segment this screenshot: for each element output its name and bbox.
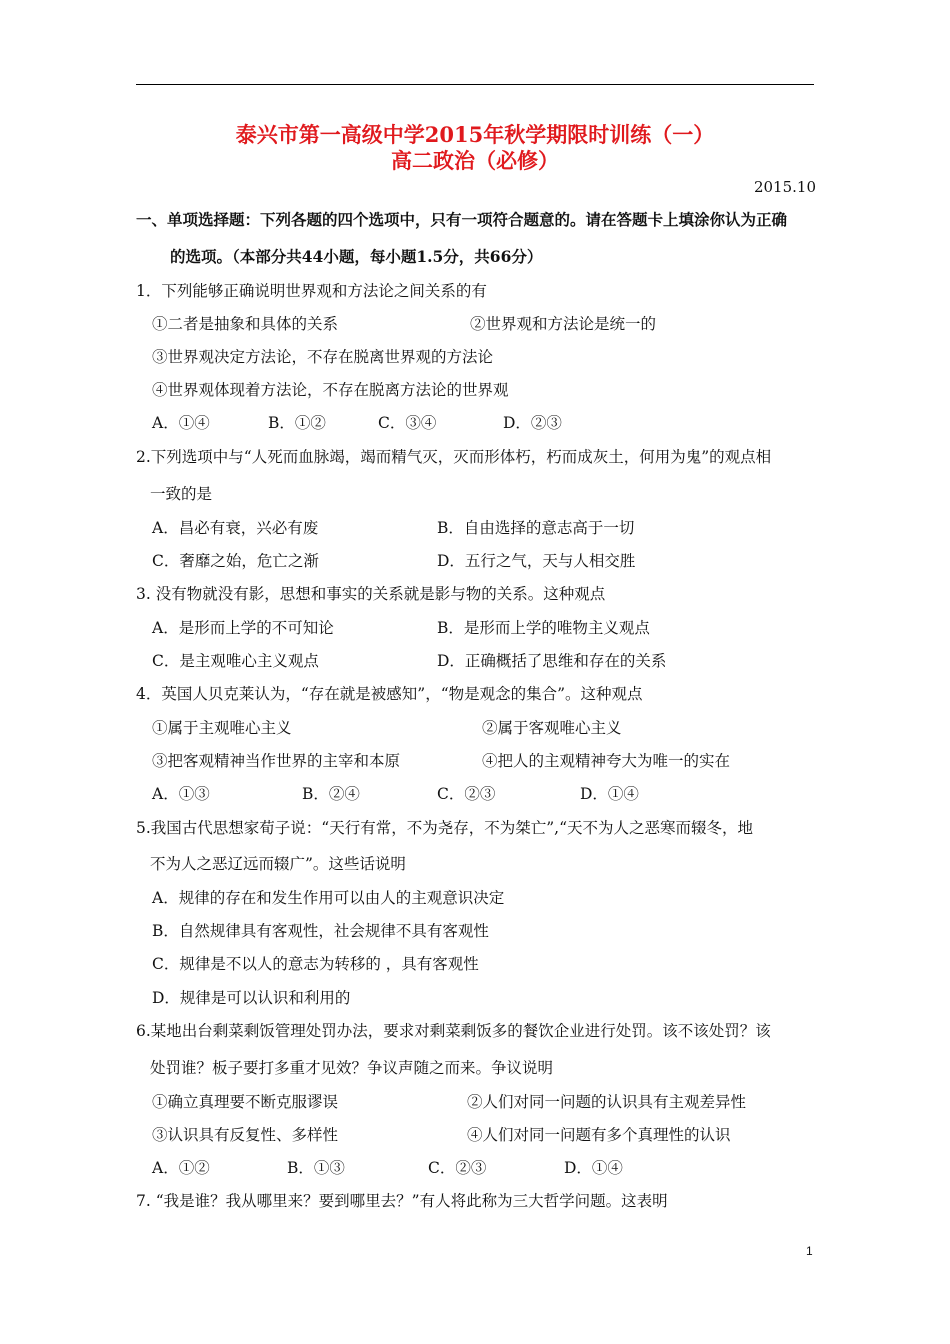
q2-choice-c: C．奢靡之始，危亡之渐 [152,552,319,570]
q1-statement-1: ①二者是抽象和具体的关系 [152,315,339,333]
q5-choice-b: B．自然规律具有客观性，社会规律不具有客观性 [152,922,489,940]
q1-statement-4: ④世界观体现着方法论，不存在脱离方法论的世界观 [152,381,509,399]
q3-choice-c: C．是主观唯心主义观点 [152,652,319,670]
section-heading-cont: 的选项。（本部分共44小题，每小题1.5分，共66分） [170,247,543,266]
q6-choice-b: B．①③ [287,1159,345,1177]
page-number: 1 [806,1244,813,1258]
q6-choice-c: C．②③ [428,1159,487,1177]
q4-statement-3: ③把客观精神当作世界的主宰和本原 [152,752,401,770]
q3-choice-b: B．是形而上学的唯物主义观点 [437,619,650,637]
q4-choice-b: B．②④ [302,785,360,803]
q6-choice-d: D．①④ [564,1159,623,1177]
section-heading: 一、单项选择题：下列各题的四个选项中，只有一项符合题意的。请在答题卡上填涂你认为正确 [136,210,788,229]
q6-choice-a: A．①② [152,1159,210,1177]
q4-statement-4: ④把人的主观精神夸大为唯一的实在 [482,752,731,770]
q4-choice-c: C．②③ [437,785,496,803]
q2-choice-d: D．五行之气，天与人相交胜 [437,552,636,570]
exam-date: 2015.10 [753,178,816,196]
q6-statement-3: ③认识具有反复性、多样性 [152,1126,339,1144]
q2-choice-b: B．自由选择的意志高于一切 [437,519,635,537]
question-2-stem-cont: 一致的是 [150,485,213,503]
question-7-stem: 7. “我是谁？我从哪里来？要到哪里去？”有人将此称为三大哲学问题。这表明 [136,1192,668,1210]
question-5-stem-cont: 不为人之恶辽远而辍广”。这些话说明 [150,855,406,873]
question-1-stem: 1．下列能够正确说明世界观和方法论之间关系的有 [136,282,487,300]
q6-statement-4: ④人们对同一问题有多个真理性的认识 [467,1126,731,1144]
q4-choice-d: D．①④ [580,785,639,803]
q4-statement-2: ②属于客观唯心主义 [482,719,622,737]
q1-choice-d: D．②③ [503,414,562,432]
q1-choice-a: A．①④ [152,414,210,432]
q1-choice-b: B．①② [268,414,326,432]
q6-statement-1: ①确立真理要不断克服谬误 [152,1093,339,1111]
q1-statement-3: ③世界观决定方法论，不存在脱离世界观的方法论 [152,348,494,366]
q6-statement-2: ②人们对同一问题的认识具有主观差异性 [467,1093,747,1111]
q3-choice-a: A．是形而上学的不可知论 [152,619,334,637]
q5-choice-c: C．规律是不以人的意志为转移的 ，具有客观性 [152,955,479,973]
page-title: 泰兴市第一高级中学2015年秋学期限时训练（一） [235,122,715,147]
question-6-stem: 6.某地出台剩菜剩饭管理处罚办法，要求对剩菜剩饭多的餐饮企业进行处罚。该不该处罚？该 [136,1022,771,1040]
q5-choice-d: D．规律是可以认识和利用的 [152,989,351,1007]
q4-choice-a: A．①③ [152,785,210,803]
page-subtitle: 高二政治（必修） [391,148,559,173]
q1-choice-c: C．③④ [378,414,437,432]
q1-statement-2: ②世界观和方法论是统一的 [470,315,657,333]
question-6-stem-cont: 处罚谁？板子要打多重才见效？争议声随之而来。争议说明 [150,1059,554,1077]
header-rule [136,84,814,85]
question-2-stem: 2.下列选项中与“人死而血脉竭，竭而精气灭，灭而形体朽，朽而成灰土，何用为鬼”的观点相 [136,448,772,466]
question-5-stem: 5.我国古代思想家荀子说：“天行有常，不为尧存，不为桀亡”,“天不为人之恶寒而辍冬，地 [136,819,753,837]
question-3-stem: 3. 没有物就没有影，思想和事实的关系就是影与物的关系。这种观点 [136,585,606,603]
q5-choice-a: A．规律的存在和发生作用可以由人的主观意识决定 [152,889,505,907]
q3-choice-d: D．正确概括了思维和存在的关系 [437,652,667,670]
q4-statement-1: ①属于主观唯心主义 [152,719,292,737]
q2-choice-a: A．昌必有衰，兴必有废 [152,519,319,537]
question-4-stem: 4．英国人贝克莱认为，“存在就是被感知”，“物是观念的集合”。这种观点 [136,685,643,703]
